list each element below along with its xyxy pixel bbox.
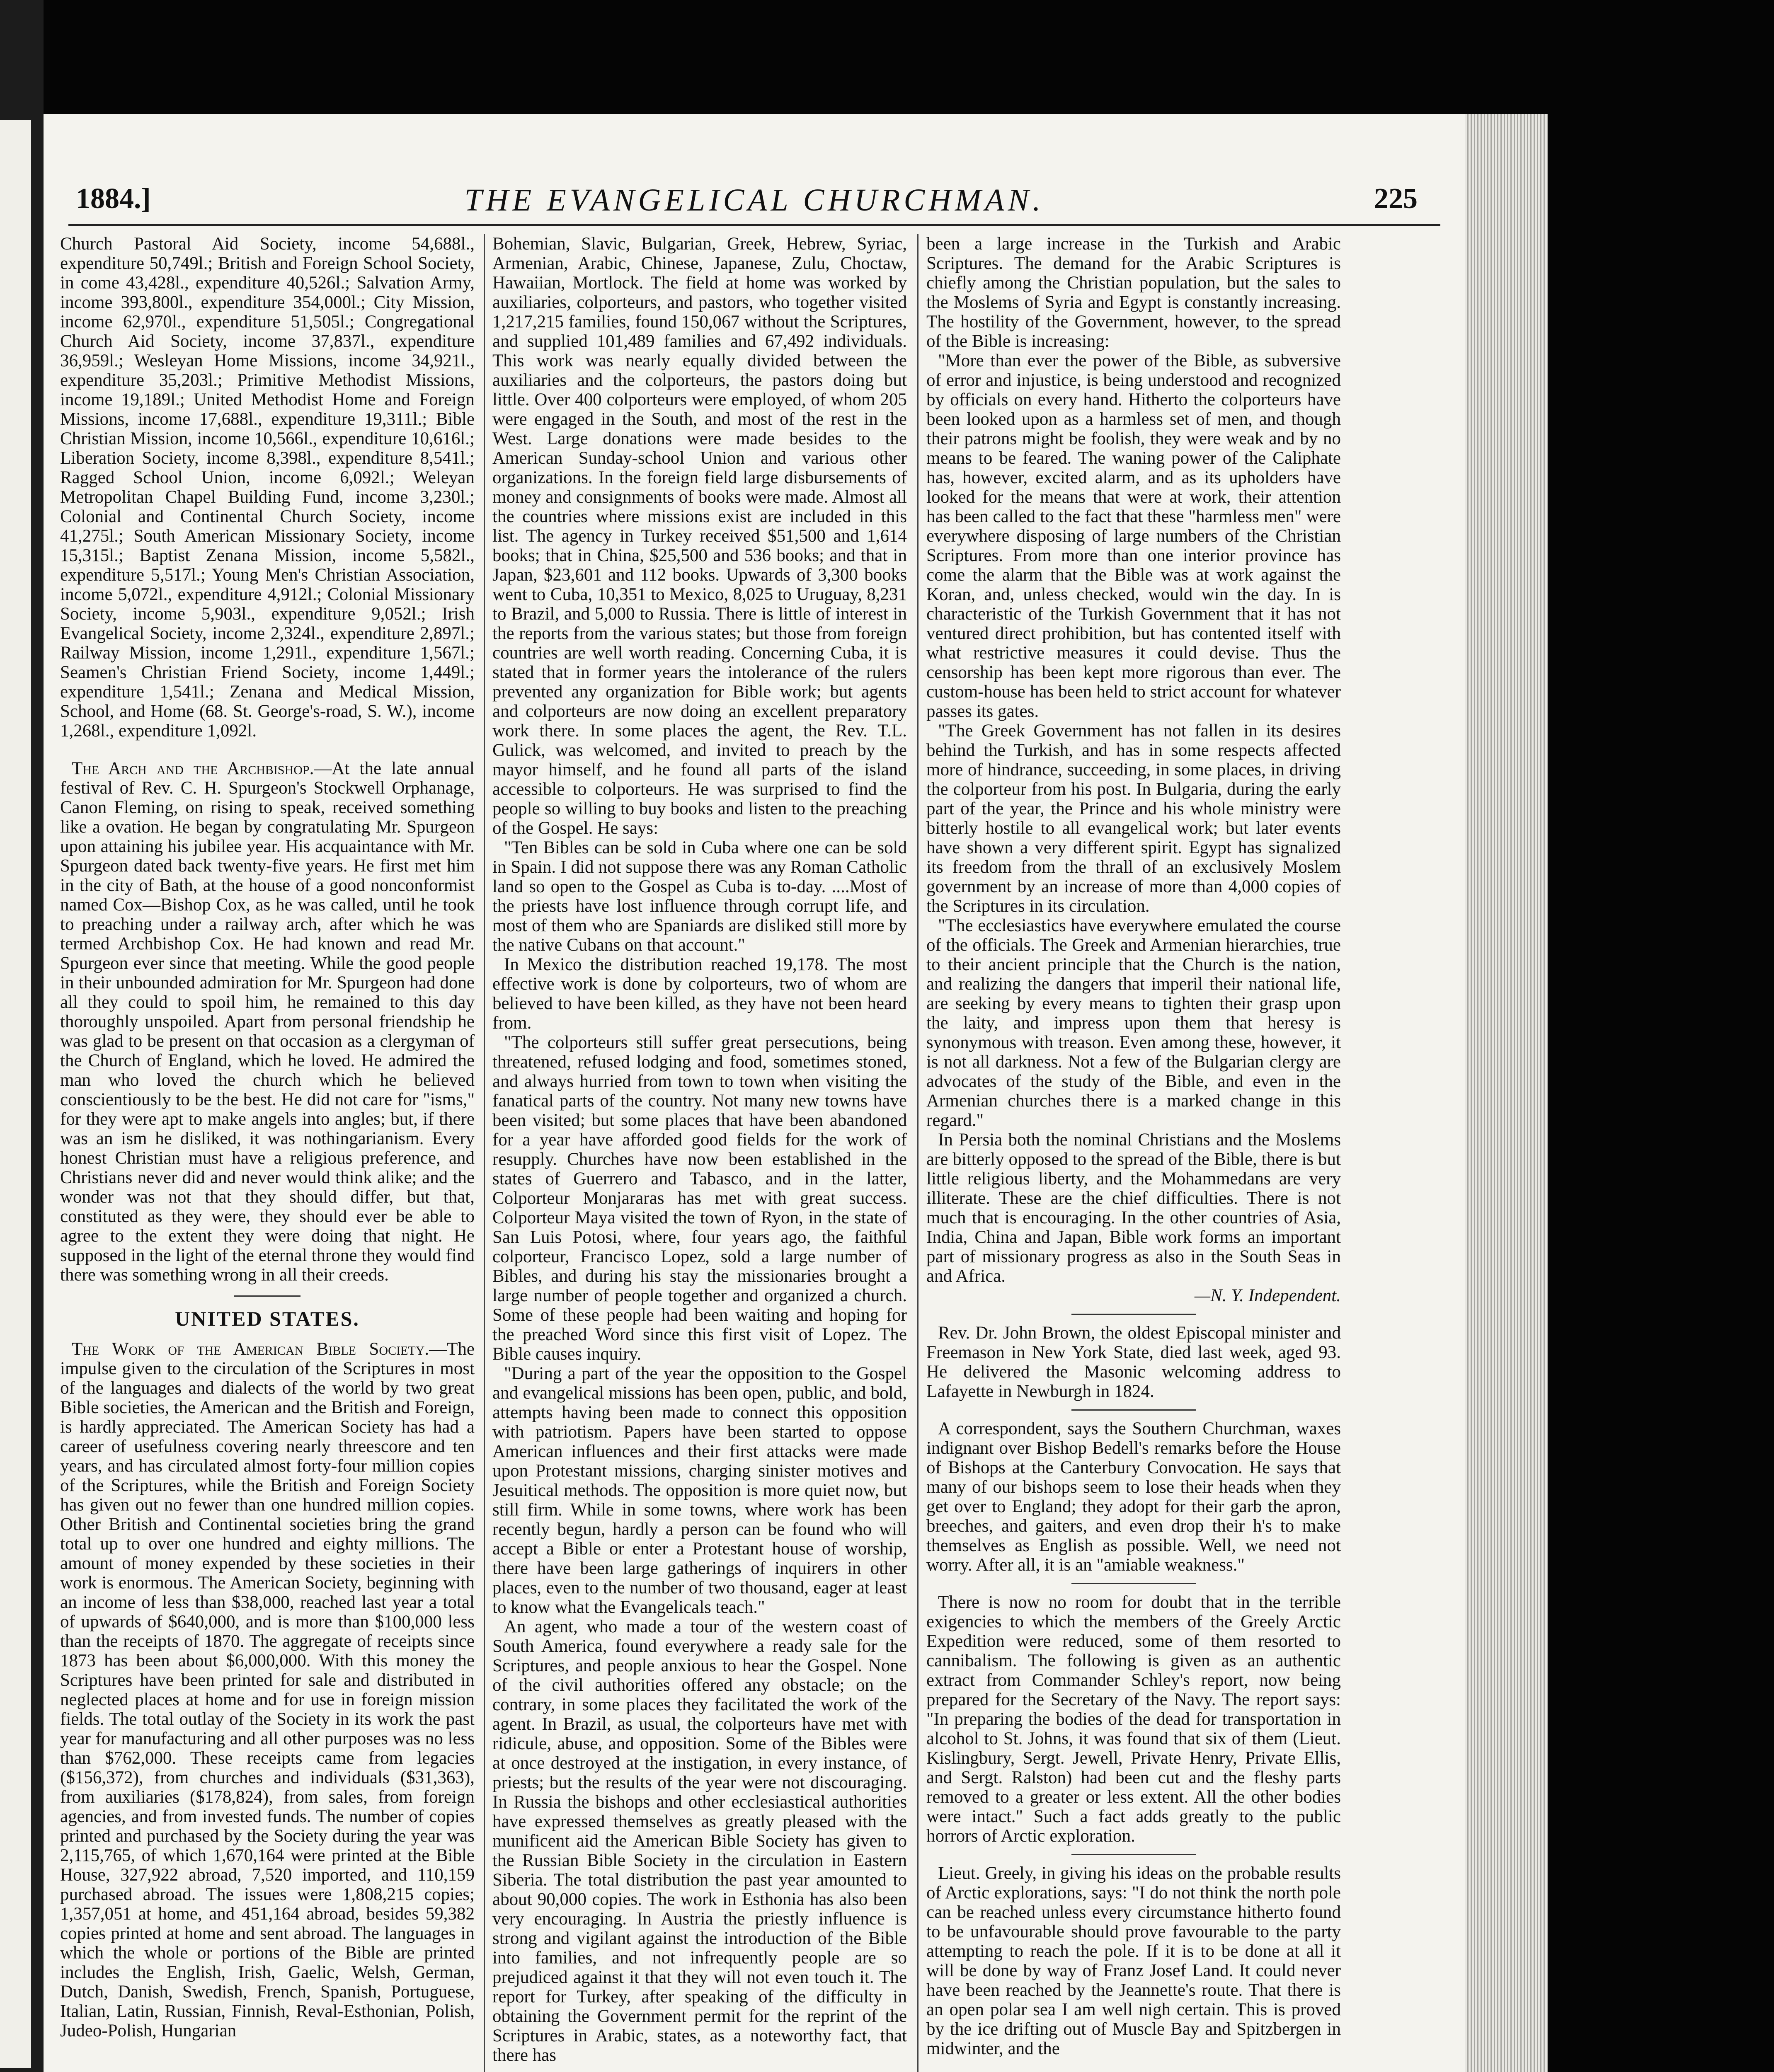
- header-year: 1884.]: [76, 183, 151, 215]
- ecclesiastics-quote: "The ecclesiastics have everywhere emulated the course of the officials. The Greek and Armenian hierarchies, true to their ancient principle that the Church is the nation, and realizing the dangers that imperil their national life, are seeking by every means to tighten their grasp upon the laity, and impress upon them that heresy is synonymous with treason. Even among these, however, it is not all darkness. Not a few of the Bulgarian clergy are advocates of the study of the Bible, and even in the Armenian churches there is a marked change in this regard.": [926, 916, 1341, 1130]
- header-rule: [68, 224, 1440, 226]
- arch-article: [60, 759, 475, 1285]
- turkey-quote: "More than ever the power of the Bible, as subversive of error and injustice, is being understood and recognized by officials on every hand. Hitherto the colporteurs have been looked upon as a harmless set of men, and though their patrons might be foolish, they were weak and by no means to be feared. The waning power of the Caliphate has, however, excited alarm, and as its upholders have looked for the means that were at work, their attention has been called to the fact that these "harmless men" were everywhere disposing of large numbers of the Christian Scriptures. From more than one interior province has come the alarm that the Bible was at work against the Koran, and, unless checked, would win the day. In is characteristic of the Turkish Government that it has not ventured direct prohibition, but has contented itself with what restrictive measures it could devise. Thus the censorship has been kept more rigorous than ever. The custom-house has been held to strict account for whatever passes its gates.: [926, 351, 1341, 721]
- abs-heading: The Work of the American Bible Society.: [72, 1339, 429, 1359]
- bedell-notice: A correspondent, says the Southern Churchman, waxes indignant over Bishop Bedell's remarks before the House of Bishops at the Canterbury Convocation. He says that many of our bishops seem to lose their heads when they get over to England; they adopt for their garb the apron, breeches, and gaiters, and even drop their h's to make themselves as English as possible. Well, we need not worry. After all, it is an "amiable weakness.": [926, 1419, 1341, 1575]
- page-number: 225: [1374, 183, 1418, 215]
- section-divider: [234, 1295, 301, 1297]
- paragraph: In Mexico the distribution reached 19,178. The most effective work is done by colporteurs, two of whom are believed to have been killed, as they have not been heard from.: [492, 955, 907, 1033]
- cuba-quote: "Ten Bibles can be sold in Cuba where one can be sold in Spain. I did not suppose there was any Roman Catholic land so open to the Gospel as Cuba is to-day. ....Most of the priests have lost influence through corrupt life, and most of them who are Spaniards are disliked still more by the native Cubans on that account.": [492, 838, 907, 955]
- brown-notice: Rev. Dr. John Brown, the oldest Episcopal minister and Freemason in New York State, died last week, aged 93. He delivered the Masonic welcoming address to Lafayette in Newburgh in 1824.: [926, 1323, 1341, 1401]
- article-divider: [1071, 1854, 1196, 1855]
- section-heading: UNITED STATES.: [175, 1307, 360, 1330]
- abs-body: —The impulse given to the circulation of the Scriptures in most of the languages and dialects of the world by two great Bible societies, the American and the British and Foreign, is hardly appreciated. The American Society has had a career of usefulness covering nearly threescore and ten years, and has circulated almost forty-four million copies of the Scriptures, while the British and Foreign Society has given out no fewer than one hundred million copies. Other British and Continental societies bring the grand total up to over one hundred and eighty millions. The amount of money expended by these societies in their work is enormous. The American Society, beginning with an income of less than $38,000, reached last year a total of upwards of $640,000, and is more than $100,000 less than the receipts of 1870. The aggregate of receipts since 1873 has been about $6,000,000. With this money the Scriptures have been printed for sale and distributed in neglected places at home and for use in foreign mission fields. The total outlay of the Society in its work the past year for manufacturing and all other purposes was no less than $762,000. These receipts came from legacies ($156,372), from churches and individuals ($31,363), from auxiliaries ($178,824), from sales, from foreign agencies, and from invested funds. The number of copies printed and purchased by the Society during the year was 2,115,765, of which 1,670,164 were printed at the Bible House, 327,922 abroad, 7,520 imported, and 110,159 purchased abroad. The issues were 1,808,215 copies; 1,357,051 at home, and 451,164 abroad, besides 59,382 copies printed at home and sent abroad. The languages in which the whole or portions of the Bible are printed includes the English, Irish, Gaelic, Welsh, German, Dutch, Danish, Swedish, French, Spanish, Portuguese, Italian, Latin, Russian, Finnish, Reval-Esthonian, Polish, Judeo-Polish, Hungarian: [60, 1339, 475, 2041]
- newspaper-page: [44, 114, 1465, 2072]
- arch-body: —At the late annual festival of Rev. C. H. Spurgeon's Stockwell Orphanage, Canon Fleming, on rising to speak, received something like a ovation. He began by congratulating Mr. Spurgeon upon attaining his jubilee year. His acquaintance with Mr. Spurgeon dated back twenty-five years. He first met him in the city of Bath, at the house of a good nonconformist named Cox—Bishop Cox, as he was called, until he took to preaching under a railway arch, after which he was termed Archbishop Cox. He had known and read Mr. Spurgeon ever since that meeting. While the good people in their unbounded admiration for Mr. Spurgeon had done all they could to spoil him, he remained to this day thoroughly unspoiled. Apart from personal friendship he was glad to be present on that occasion as a clergyman of the Church of England, which he loved. He admired the man who loved the church which he believed conscientiously to be the best. He did not care for "isms," for they were apt to make angels into angles; but, if there was an ism he disliked, it was nothingarianism. Every honest Christian must have a religious preference, and Christians never did and never would think alike; and the wonder was not that they should differ, but that, constituted as they were, they should ever be able to agree to the extent they were doing that night. He supposed in the light of the eternal throne they would find there was something wrong in all their creeds.: [60, 759, 475, 1285]
- running-head: [44, 182, 1465, 222]
- column-2: [492, 234, 907, 2065]
- header-title: THE EVANGELICAL CHURCHMAN.: [464, 183, 1045, 218]
- abs-article: [60, 1339, 475, 2041]
- greely-notice: There is now no room for doubt that in the terrible exigencies to which the members of the Greely Arctic Expedition were reduced, some of them resorted to cannibalism. The following is given as an authentic extract from Commander Schley's report, now being prepared for the Secretary of the Navy. The report says: "In preparing the bodies of the dead for transportation in alcohol to St. Johns, it was found that six of them (Lieut. Kislingbury, Sergt. Jewell, Private Henry, Private Ellis, and Sergt. Ralston) had been cut and the fleshy parts removed to a greater or less extent. All the other bodies were intact." Such a fact adds greatly to the public horrors of Arctic exploration.: [926, 1593, 1341, 1846]
- arctic-notice: Lieut. Greely, in giving his ideas on the probable results of Arctic explorations, says: "I do not think the north pole can be reached unless every circumstance hitherto found to be unfavourable should prove favourable to the party attempting to reach the pole. If it is to be done at all it will be done by way of Franz Josef Land. It could never have been reached by the Jeannette's route. That there is an open polar sea I am well nigh certain. This is proved by the ice drifting out of Muscle Bay and Spitzbergen in midwinter, and the: [926, 1864, 1341, 2058]
- source-credit: —N. Y. Independent.: [1194, 1286, 1341, 1305]
- column-rule: [917, 234, 919, 2072]
- greece-quote: "The Greek Government has not fallen in its desires behind the Turkish, and has in some respects affected more of hindrance, succeeding, in some places, in driving the colporteur from his post. In Bulgaria, during the early part of the year, the Prince and his whole ministry were bitterly hostile to all evangelical work; but later events have shown a very different spirit. Egypt has signalized its freedom from the thrall of an exclusively Moslem government by an increase of more than 4,000 copies of the Scriptures in its circulation.: [926, 721, 1341, 916]
- paragraph: Bohemian, Slavic, Bulgarian, Greek, Hebrew, Syriac, Armenian, Arabic, Chinese, Japanese, Zulu, Choctaw, Hawaiian, Mortlock. The field at home was worked by auxiliaries, colporteurs, and pastors, who together visited 1,217,215 families, found 150,067 without the Scriptures, and supplied 101,489 families and 67,492 individuals. This work was nearly equally divided between the auxiliaries and the colporteurs, the pastors doing but little. Over 400 colporteurs were employed, of whom 205 were engaged in the South, and most of the rest in the West. Large donations were made besides to the American Sunday-school Union and various other organizations. In the foreign field large disbursements of money and consignments of books were made. Almost all the countries where missions exist are included in this list. The agency in Turkey received $51,500 and 1,614 books; that in China, $25,500 and 536 books; and that in Japan, $23,601 and 112 books. Upwards of 3,300 books went to Cuba, 10,351 to Mexico, 8,025 to Uruguay, 8,231 to Brazil, and 5,000 to Russia. There is little of interest in the reports from the various states; but those from foreign countries are well worth reading. Concerning Cuba, it is stated that in former years the intolerance of the rulers prevented any organization for Bible work; but agents and colporteurs are now doing an excellent preparatory work there. In some places the agent, the Rev. T.L. Gulick, was welcomed, and invited to preach by the mayor himself, and he found all parts of the island accessible to colporteurs. He was surprised to find the people so willing to buy books and listen to the preaching of the Gospel. He says:: [492, 234, 907, 838]
- paragraph: An agent, who made a tour of the western coast of South America, found everywhere a ready sale for the Scriptures, and people anxious to hear the Gospel. None of the civil authorities offered any obstacle; on the contrary, in some places they facilitated the work of the agent. In Brazil, as usual, the colporteurs have met with ridicule, abuse, and opposition. Some of the Bibles were at once destroyed at the instigation, in every instance, of priests; but the results of the year were not discouraging. In Russia the bishops and other ecclesiastical authorities have expressed themselves as greatly pleased with the munificent aid the American Bible Society has given to the Russian Bible Society in the circulation in Eastern Siberia. The total distribution the past year amounted to about 90,000 copies. The work in Esthonia has also been very encouraging. In Austria the priestly influence is strong and vigilant against the introduction of the Bible into families, and not infrequently people are so prejudiced against it that they will not even touch it. The report for Turkey, after speaking of the difficulty in obtaining the Government permit for the reprint of the Scriptures in Arabic, states, as a noteworthy fact, that there has: [492, 1617, 907, 2065]
- article-divider: [1071, 1314, 1196, 1315]
- column-rule: [484, 234, 485, 2072]
- persia-text: In Persia both the nominal Christians and the Moslems are bitterly opposed to the spread of the Bible, there is but little religious liberty, and the Mohammedans are very illiterate. These are the chief difficulties. There is not much that is encouraging. In the other countries of Asia, India, China and Japan, Bible work forms an important part of missionary progress as also in the South Seas in and Africa.: [926, 1130, 1341, 1286]
- mexico-quote: "The colporteurs still suffer great persecutions, being threatened, refused lodging and food, sometimes stoned, and always hurried from town to town when visiting the fanatical parts of the country. Not many new towns have been visited; but some places that have been abandoned for a year have afforded good fields for the work of resupply. Churches have now been established in the states of Guerrero and Tabasco, and in the latter, Colporteur Monjararas has met with great success. Colporteur Maya visited the town of Ryon, in the state of San Luis Potosi, where, four years ago, the faithful colporteur, Francisco Lopez, sold a large number of Bibles, and during his stay the missionaries brought a large number of people together and organized a church. Some of these people had been waiting and hoping for the preached Word since this first visit of Lopez. The Bible causes inquiry.: [492, 1033, 907, 1364]
- page-stack-edge: [1465, 114, 1548, 2072]
- column-3: [926, 234, 1341, 2058]
- column-1: [60, 234, 475, 2041]
- facing-page-edge: [0, 120, 31, 2068]
- article-divider: [1071, 1583, 1196, 1584]
- opposition-quote: "During a part of the year the opposition to the Gospel and evangelical missions has been open, public, and bold, attempts having been made to connect this opposition with patriotism. Papers have been started to oppose American influences and their first attacks were made upon Protestant missions, charging sinister motives and Jesuitical methods. The opposition is more quiet now, but still firm. While in some towns, where work has been recently begun, hardly a person can be found who will accept a Bible or enter a Protestant house of worship, there have been large gatherings of inquirers in other places, even to the number of two thousand, eager at least to know what the Evangelicals teach.": [492, 1364, 907, 1617]
- societies-paragraph: Church Pastoral Aid Society, income 54,688l., expenditure 50,749l.; British and Foreign School Society, in come 43,428l., expenditure 40,526l.; Salvation Army, income 393,800l., expenditure 354,000l.; City Mission, income 62,970l., expenditure 51,505l.; Congregational Church Aid Society, income 37,837l., expenditure 36,959l.; Wesleyan Home Missions, income 34,921l., expenditure 35,203l.; Primitive Methodist Missions, income 19,189l.; United Methodist Home and Foreign Missions, income 17,688l., expenditure 19,311l.; Bible Christian Mission, income 10,566l., expenditure 10,616l.; Liberation Society, income 8,398l., expenditure 8,541l.; Ragged School Union, income 6,092l.; Weleyan Metropolitan Chapel Building Fund, income 3,230l.; Colonial and Continental Church Society, income 41,275l.; South American Missionary Society, income 15,315l.; Baptist Zenana Mission, income 5,582l., expenditure 5,517l.; Young Men's Christian Association, income 5,072l., expenditure 4,912l.; Colonial Missionary Society, income 5,903l., expenditure 9,052l.; Irish Evangelical Society, income 2,324l., expenditure 2,897l.; Railway Mission, income 1,291l., expenditure 1,567l.; Seamen's Christian Friend Society, income 1,449l.; expenditure 1,541l.; Zenana and Medical Mission, School, and Home (68. St. George's-road, S. W.), income 1,268l., expenditure 1,092l.: [60, 234, 475, 741]
- persia-paragraph: [926, 1130, 1341, 1305]
- arch-heading: The Arch and the Archbishop.: [72, 759, 314, 778]
- paragraph: been a large increase in the Turkish and Arabic Scriptures. The demand for the Arabic Scriptures is chiefly among the Christian population, but the sales to the Moslems of Syria and Egypt is constantly increasing. The hostility of the Government, however, to the spread of the Bible is increasing:: [926, 234, 1341, 351]
- article-divider: [1071, 1409, 1196, 1411]
